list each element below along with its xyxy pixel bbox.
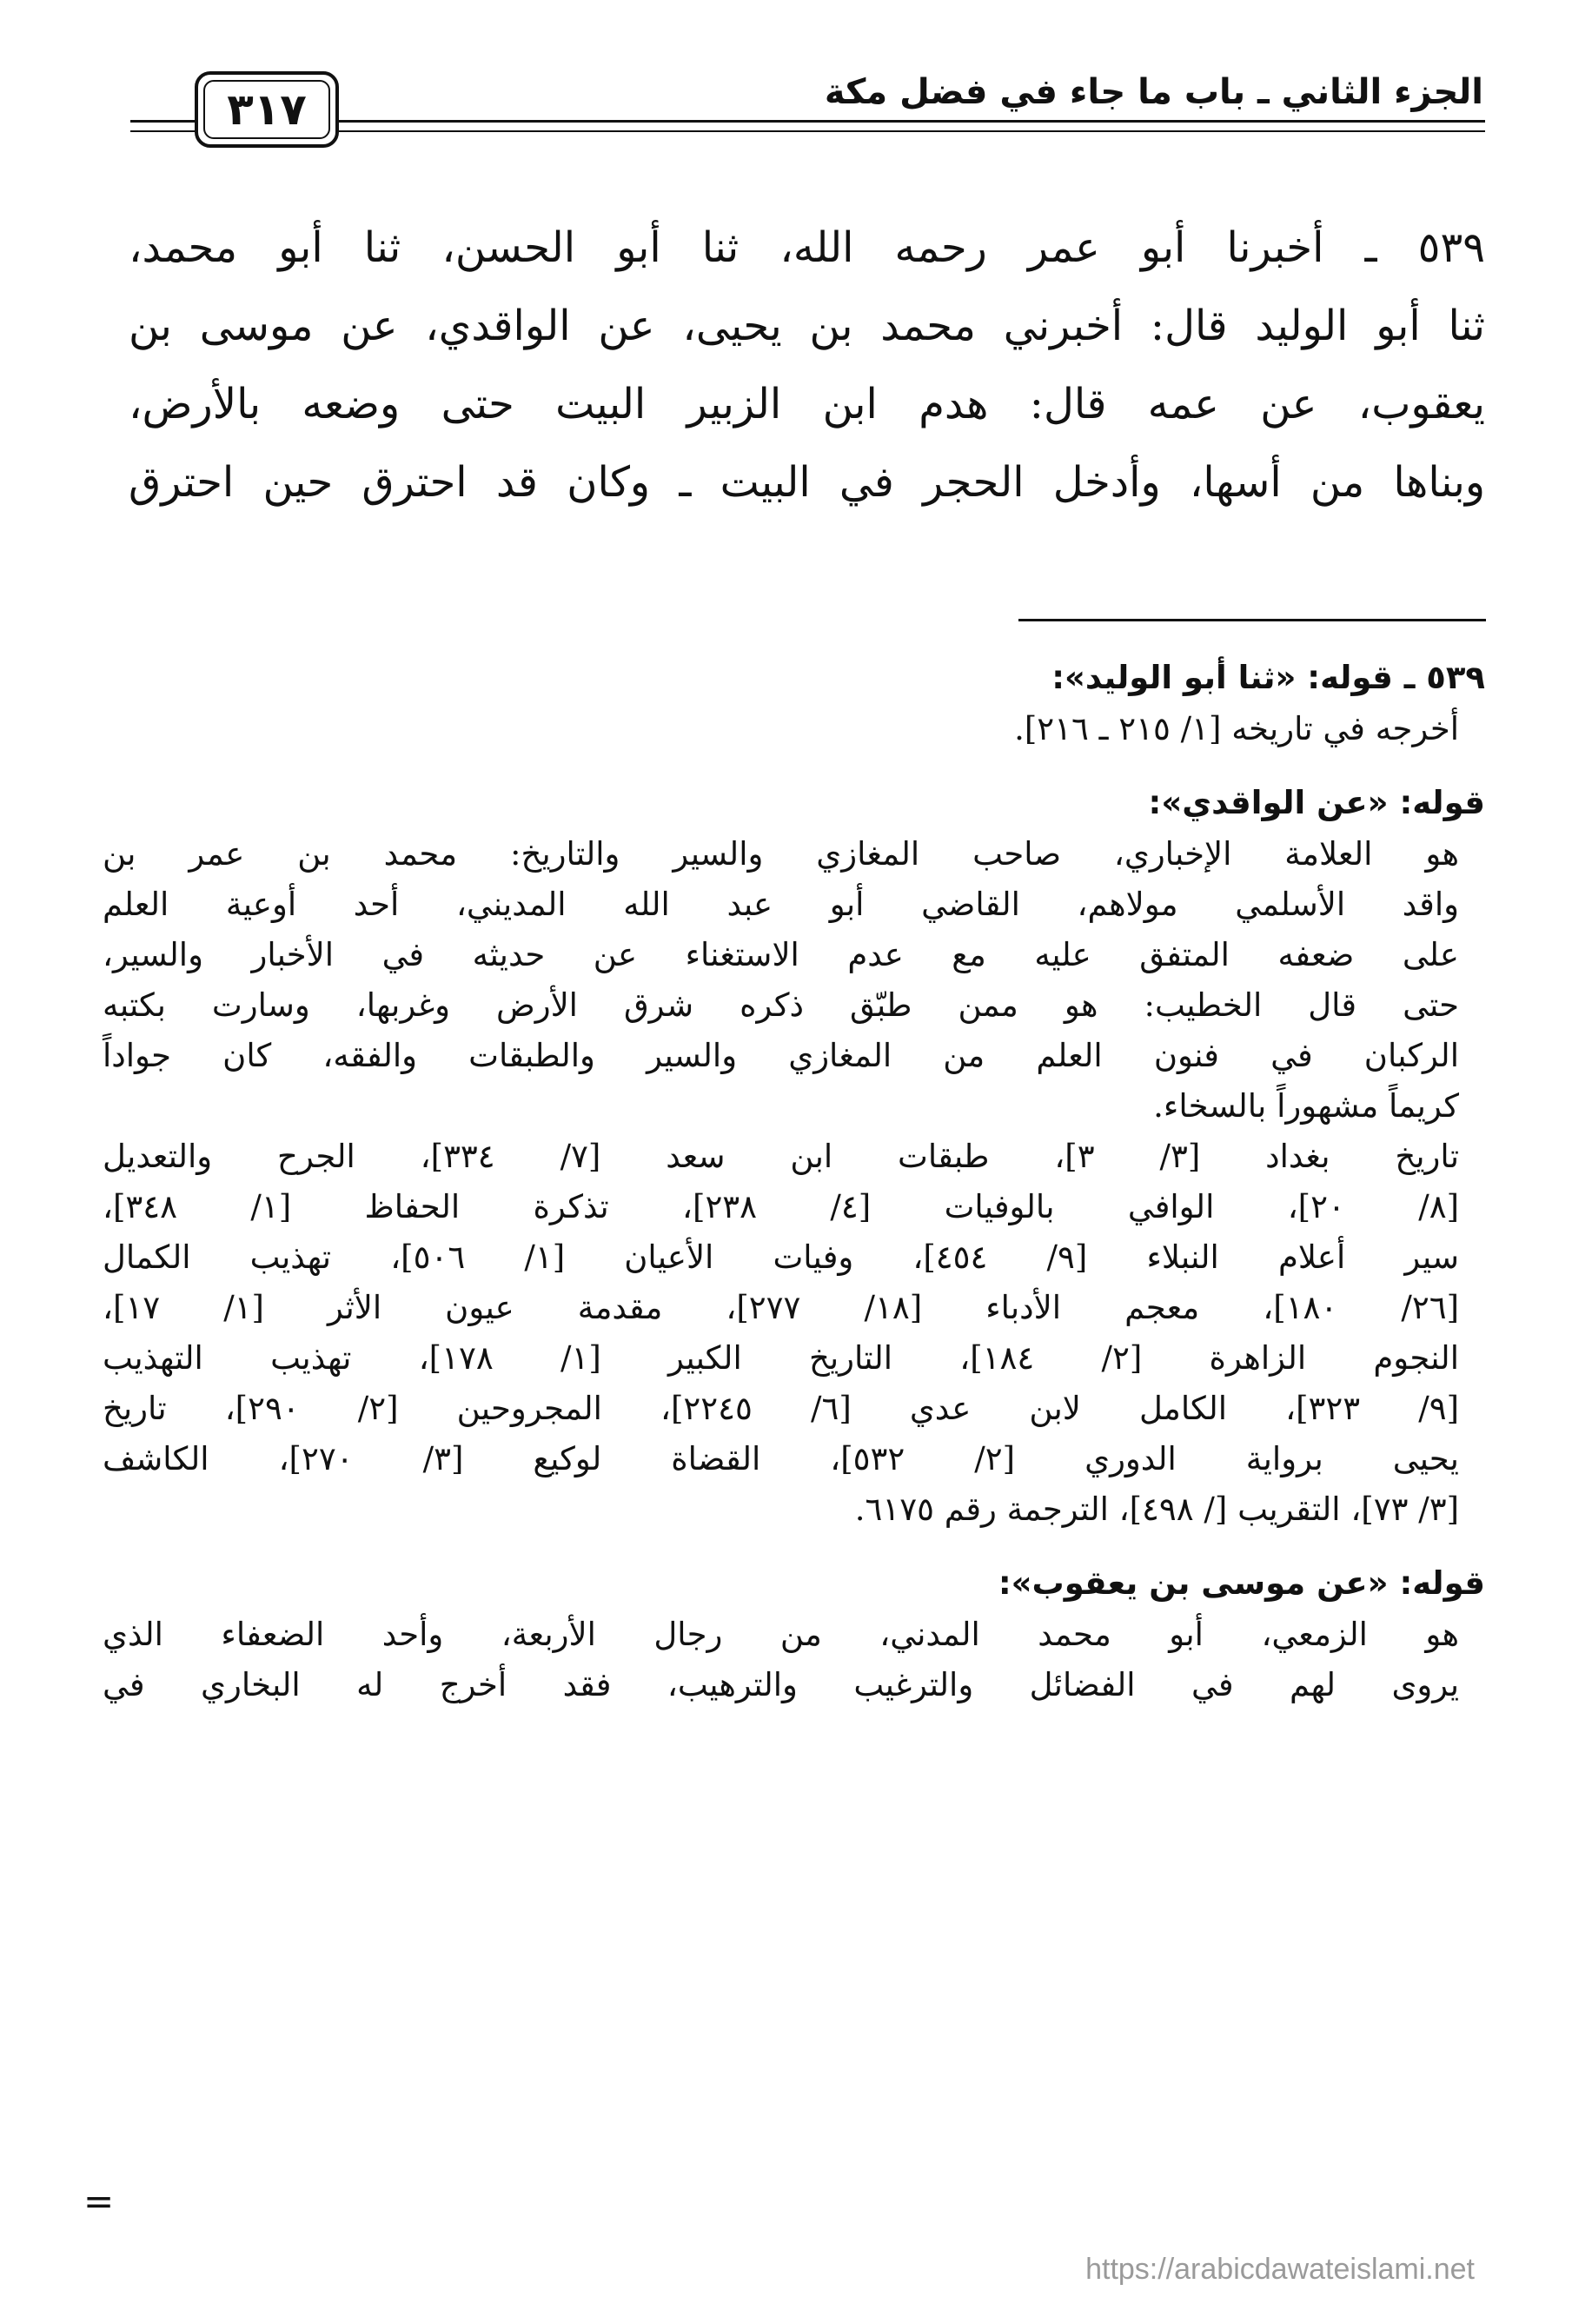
footnote-body — [103, 829, 1485, 1132]
main-line: وبناها من أسها، وأدخل الحجر في البيت ـ وكان قد احترق حين احترق — [129, 458, 1485, 507]
page-number-box — [195, 71, 339, 148]
footnote-line: هو الزمعي، أبو محمد المدني، من رجال الأربعة، وأحد الضعفاء الذي — [103, 1616, 1459, 1653]
footnote-body — [103, 704, 1485, 754]
footnote-line: كريماً مشهوراً بالسخاء. — [1153, 1087, 1459, 1125]
footnote-separator — [1018, 619, 1486, 621]
main-text — [129, 209, 1485, 521]
footnote-musa-ibn-yaqub — [103, 1557, 1485, 1710]
main-line: ٥٣٩ ـ أخبرنا أبو عمر رحمه الله، ثنا أبو الحسن، ثنا أبو محمد، — [129, 223, 1486, 272]
footnote-line: أخرجه في تاريخه [١/ ٢١٥ ـ ٢١٦]. — [1014, 710, 1459, 747]
footnote-line: هو العلامة الإخباري، صاحب المغازي والسير والتاريخ: محمد بن عمر بن — [103, 835, 1459, 873]
footnote-539-abu-al-walid — [103, 652, 1485, 754]
footnote-line: واقد الأسلمي مولاهم، القاضي أبو عبد الله المديني، أحد أوعية العلم — [103, 886, 1459, 923]
footnote-line: يروى لهم في الفضائل والترغيب والترهيب، فقد أخرج له البخاري في — [103, 1666, 1459, 1703]
continuation-mark: = — [83, 2180, 115, 2222]
footnote-body — [103, 1610, 1485, 1710]
watermark-url: https://arabicdawateislami.net — [1085, 2253, 1475, 2286]
spacer — [103, 754, 1485, 777]
footnote-heading: ٥٣٩ ـ قوله: «ثنا أبو الوليد»: — [1051, 659, 1485, 696]
footnotes — [103, 652, 1485, 1710]
footnote-line: حتى قال الخطيب: هو ممن طبّق ذكره شرق الأرض وغربها، وسارت بكتبه — [103, 986, 1459, 1024]
footnote-al-waqidi — [103, 777, 1485, 1132]
page-number: ٣١٧ — [203, 80, 330, 139]
footnote-line: تاريخ بغداد [٣/ ٣]، طبقات ابن سعد [٧/ ٣٣٤]، الجرح والتعديل — [103, 1138, 1459, 1175]
spacer — [103, 1535, 1485, 1557]
footnote-line: يحيى برواية الدوري [٢/ ٥٣٢]، القضاة لوكيع [٣/ ٢٧٠]، الكاشف — [103, 1440, 1459, 1477]
footnote-body — [103, 1132, 1485, 1535]
main-line: ثنا أبو الوليد قال: أخبرني محمد بن يحيى، عن الواقدي، عن موسى بن — [129, 302, 1485, 350]
main-line: يعقوب، عن عمه قال: هدم ابن الزبير البيت حتى وضعه بالأرض، — [129, 380, 1486, 428]
footnote-line: [٢٦/ ١٨٠]، معجم الأدباء [١٨/ ٢٧٧]، مقدمة عيون الأثر [١/ ١٧]، — [103, 1289, 1460, 1326]
footnote-heading: قوله: «عن الواقدي»: — [1148, 784, 1485, 821]
footnote-line: سير أعلام النبلاء [٩/ ٤٥٤]، وفيات الأعيان [١/ ٥٠٦]، تهذيب الكمال — [103, 1238, 1459, 1276]
footnote-line: [٩/ ٣٢٣]، الكامل لابن عدي [٦/ ٢٢٤٥]، المجروحين [٢/ ٢٩٠]، تاريخ — [103, 1390, 1460, 1427]
footnote-line: النجوم الزاهرة [٢/ ١٨٤]، التاريخ الكبير [١/ ١٧٨]، تهذيب التهذيب — [103, 1339, 1459, 1377]
footnote-line: [٣/ ٧٣]، التقريب [/ ٤٩٨]، الترجمة رقم ٦١٧٥. — [854, 1491, 1459, 1528]
running-head: الجزء الثاني ـ باب ما جاء في فضل مكة — [824, 72, 1483, 112]
footnote-references — [103, 1132, 1485, 1535]
footnote-line: الركبان في فنون العلم من المغازي والسير والطبقات والفقه، كان جواداً — [103, 1037, 1459, 1074]
footnote-line: [٨/ ٢٠]، الوافي بالوفيات [٤/ ٢٣٨]، تذكرة الحفاظ [١/ ٣٤٨]، — [103, 1188, 1459, 1225]
footnote-heading: قوله: «عن موسى بن يعقوب»: — [998, 1564, 1485, 1602]
footnote-line: على ضعفه المتفق عليه مع عدم الاستغناء عن حديثه في الأخبار والسير، — [103, 936, 1459, 973]
